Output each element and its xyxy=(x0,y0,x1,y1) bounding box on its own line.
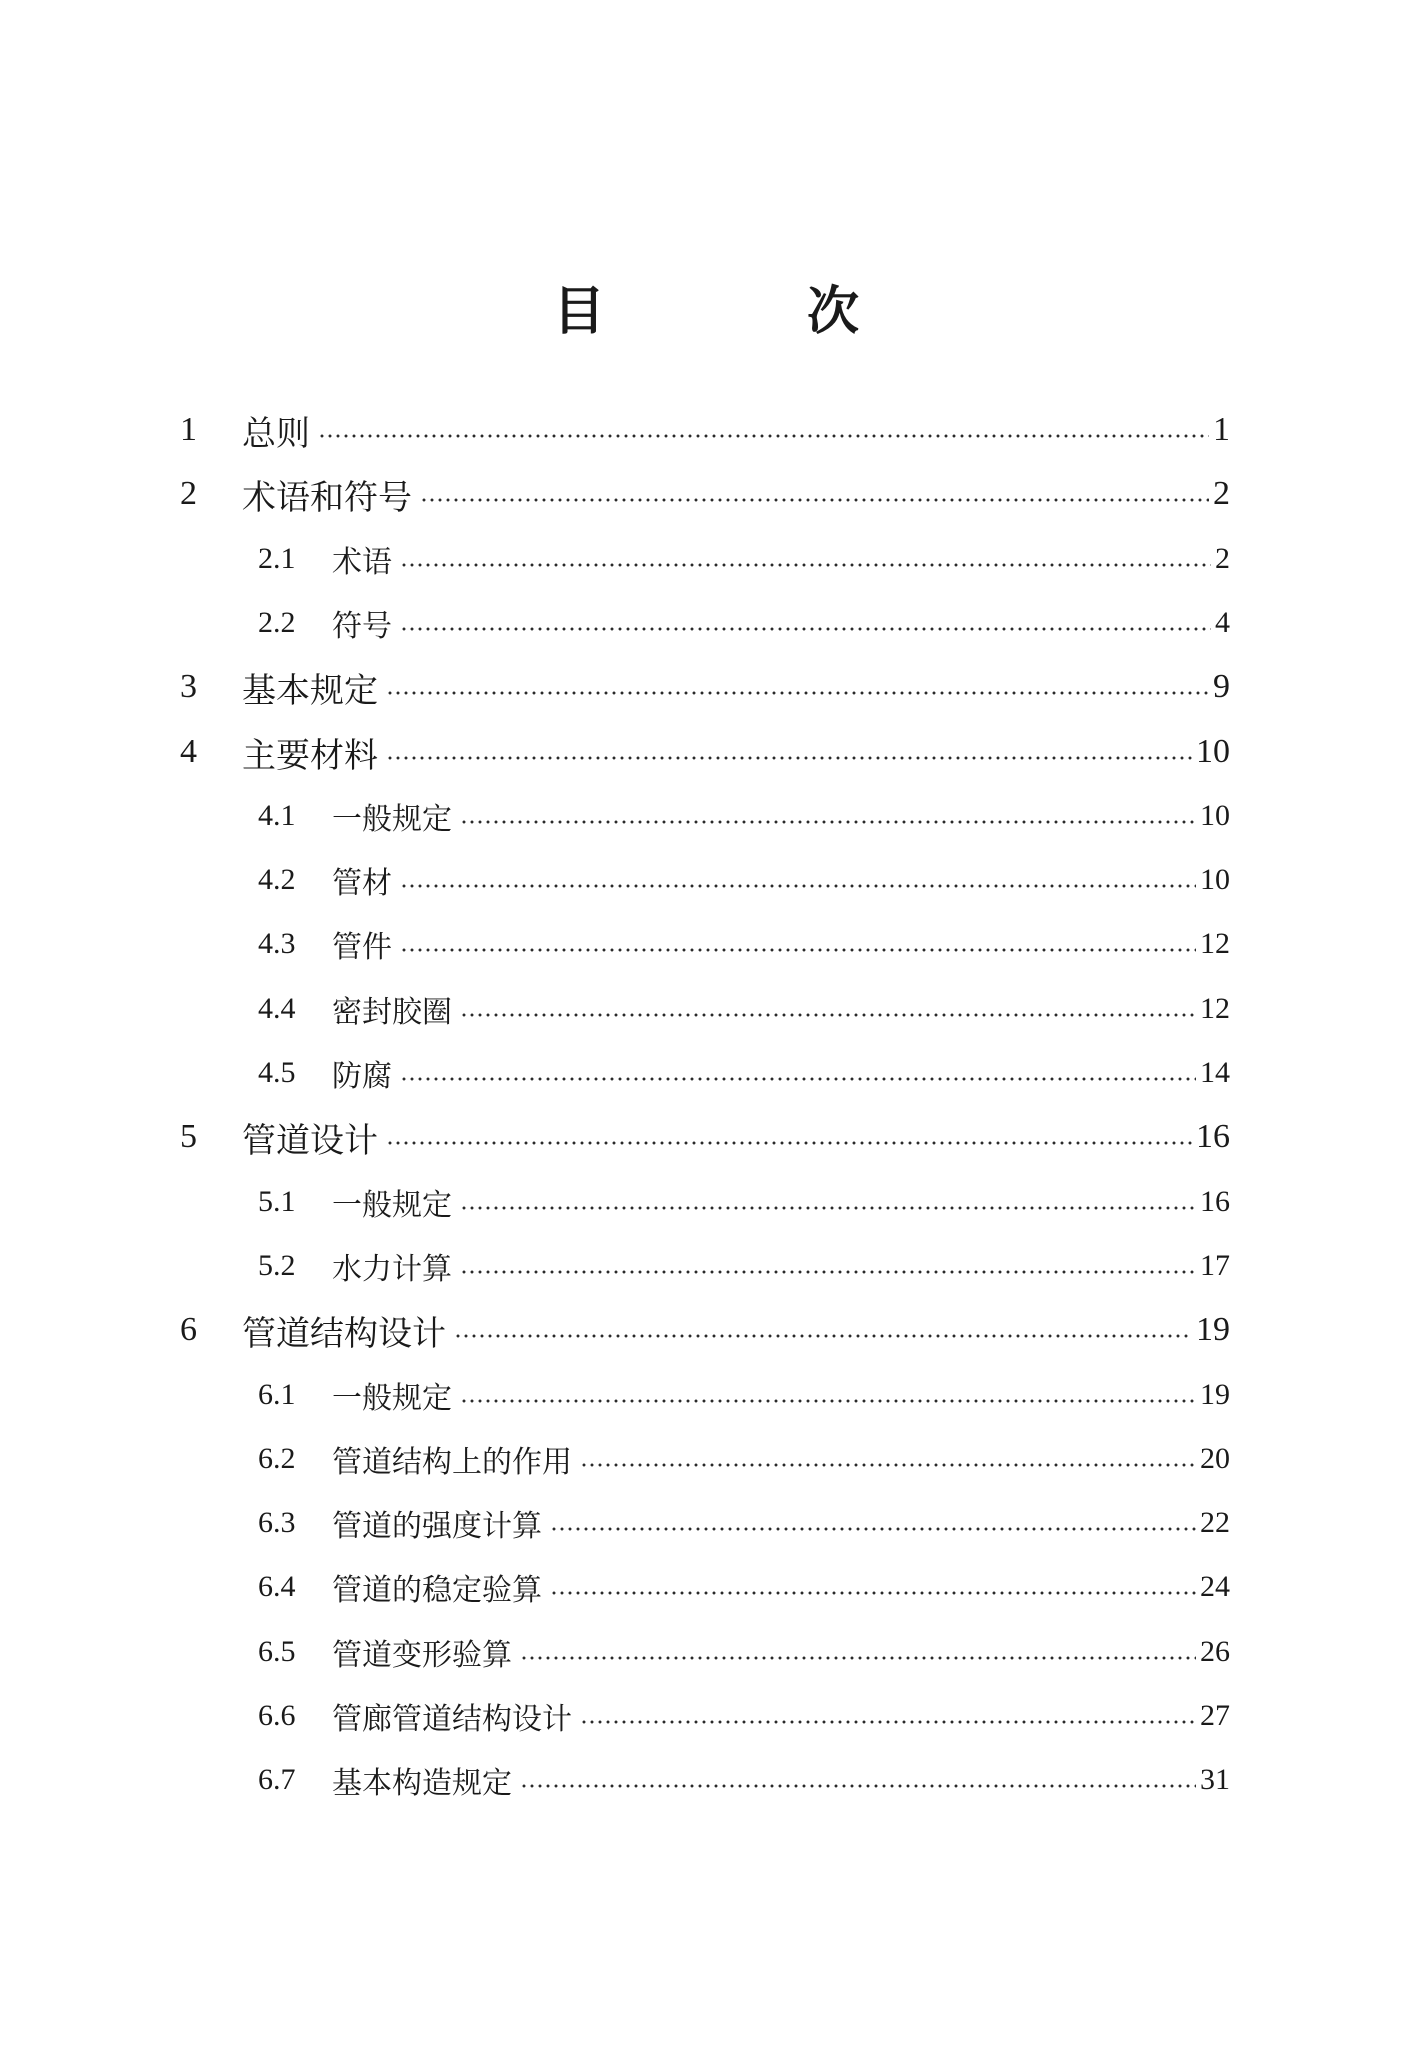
toc-entry[interactable] xyxy=(258,598,1230,648)
toc-entry-page-number: 9 xyxy=(1213,668,1230,705)
dot-leader xyxy=(460,1206,1196,1210)
toc-entry-label: 基本构造规定 xyxy=(332,1766,512,1801)
dot-leader xyxy=(386,756,1192,760)
toc-entry[interactable] xyxy=(258,1627,1230,1677)
dot-leader xyxy=(550,1591,1196,1595)
toc-entry[interactable] xyxy=(258,1498,1230,1548)
dot-leader xyxy=(386,691,1209,695)
toc-entry-page-number: 10 xyxy=(1196,733,1230,770)
toc-entry[interactable] xyxy=(258,1691,1230,1741)
dot-leader xyxy=(520,1784,1196,1788)
dot-leader xyxy=(460,1270,1196,1274)
toc-entry-page-number: 27 xyxy=(1200,1699,1230,1732)
toc-entry-label: 防腐 xyxy=(332,1059,392,1094)
toc-entry[interactable] xyxy=(258,984,1230,1034)
toc-entry[interactable] xyxy=(258,791,1230,841)
toc-entry-page-number: 16 xyxy=(1196,1118,1230,1155)
toc-entry-label: 基本规定 xyxy=(242,670,378,711)
toc-entry-number: 6.7 xyxy=(258,1763,296,1796)
toc-entry-label: 一般规定 xyxy=(332,802,452,837)
toc-entry-page-number: 20 xyxy=(1200,1442,1230,1475)
dot-leader xyxy=(400,563,1211,567)
dot-leader xyxy=(400,627,1211,631)
toc-entry-label: 管道结构上的作用 xyxy=(332,1445,572,1480)
toc-entry-number: 6 xyxy=(180,1311,197,1348)
toc-entry-number: 6.4 xyxy=(258,1570,296,1603)
toc-entry-page-number: 14 xyxy=(1200,1056,1230,1089)
toc-entry-label: 术语 xyxy=(332,545,392,580)
toc-entry-number: 4.1 xyxy=(258,799,296,832)
toc-entry-page-number: 2 xyxy=(1213,475,1230,512)
toc-entry[interactable] xyxy=(258,855,1230,905)
toc-entry[interactable] xyxy=(180,662,1230,712)
toc-entry-page-number: 10 xyxy=(1200,799,1230,832)
toc-entry-number: 6.5 xyxy=(258,1635,296,1668)
toc-entry[interactable] xyxy=(180,469,1230,519)
dot-leader xyxy=(460,1013,1196,1017)
toc-entry-label: 管廊管道结构设计 xyxy=(332,1702,572,1737)
toc-entry-number: 6.2 xyxy=(258,1442,296,1475)
dot-leader xyxy=(520,1656,1196,1660)
toc-entry-page-number: 31 xyxy=(1200,1763,1230,1796)
dot-leader xyxy=(420,498,1209,502)
toc-entry-label: 水力计算 xyxy=(332,1252,452,1287)
toc-entry[interactable] xyxy=(258,1562,1230,1612)
toc-entry[interactable] xyxy=(258,1755,1230,1805)
toc-entry-number: 5.1 xyxy=(258,1185,296,1218)
dot-leader xyxy=(460,820,1196,824)
toc-entry-number: 4 xyxy=(180,733,197,770)
toc-entry-page-number: 19 xyxy=(1196,1311,1230,1348)
toc-entry[interactable] xyxy=(258,1434,1230,1484)
dot-leader xyxy=(386,1141,1192,1145)
dot-leader xyxy=(400,884,1196,888)
page-title: 目 次 xyxy=(552,281,952,342)
toc-entry-number: 4.2 xyxy=(258,863,296,896)
toc-entry-label: 管材 xyxy=(332,866,392,901)
toc-entry-number: 1 xyxy=(180,411,197,448)
toc-entry-label: 总则 xyxy=(242,413,310,454)
toc-entry-number: 5.2 xyxy=(258,1249,296,1282)
toc-entry-label: 管道变形验算 xyxy=(332,1638,512,1673)
toc-entry[interactable] xyxy=(258,1048,1230,1098)
toc-entry-label: 密封胶圈 xyxy=(332,995,452,1030)
toc-entry-number: 2 xyxy=(180,475,197,512)
toc-entry-page-number: 1 xyxy=(1213,411,1230,448)
toc-entry-number: 2.2 xyxy=(258,606,296,639)
toc-entry[interactable] xyxy=(258,534,1230,584)
dot-leader xyxy=(318,434,1209,438)
toc-entry-page-number: 19 xyxy=(1200,1378,1230,1411)
toc-entry-number: 2.1 xyxy=(258,542,296,575)
toc-entry-label: 管道的强度计算 xyxy=(332,1509,542,1544)
toc-entry-page-number: 26 xyxy=(1200,1635,1230,1668)
toc-entry-number: 4.5 xyxy=(258,1056,296,1089)
toc-entry-label: 符号 xyxy=(332,609,392,644)
dot-leader xyxy=(550,1527,1196,1531)
toc-entry-page-number: 22 xyxy=(1200,1506,1230,1539)
toc-entry-page-number: 17 xyxy=(1200,1249,1230,1282)
toc-entry[interactable] xyxy=(180,727,1230,777)
toc-entry[interactable] xyxy=(180,1305,1230,1355)
dot-leader xyxy=(580,1720,1196,1724)
toc-entry-number: 4.4 xyxy=(258,992,296,1025)
dot-leader xyxy=(400,1077,1196,1081)
toc-entry-label: 管道设计 xyxy=(242,1120,378,1161)
toc-entry-number: 6.3 xyxy=(258,1506,296,1539)
toc-entry-number: 5 xyxy=(180,1118,197,1155)
dot-leader xyxy=(400,948,1196,952)
toc-entry-label: 术语和符号 xyxy=(242,477,412,518)
dot-leader xyxy=(580,1463,1196,1467)
toc-entry-label: 管道结构设计 xyxy=(242,1313,446,1354)
toc-entry[interactable] xyxy=(258,1241,1230,1291)
toc-entry-page-number: 12 xyxy=(1200,992,1230,1025)
toc-entry-page-number: 16 xyxy=(1200,1185,1230,1218)
toc-entry-page-number: 10 xyxy=(1200,863,1230,896)
toc-entry-page-number: 12 xyxy=(1200,927,1230,960)
toc-entry[interactable] xyxy=(258,919,1230,969)
toc-entry-label: 一般规定 xyxy=(332,1188,452,1223)
dot-leader xyxy=(460,1399,1196,1403)
toc-entry-label: 管道的稳定验算 xyxy=(332,1573,542,1608)
toc-entry-label: 管件 xyxy=(332,930,392,965)
toc-entry[interactable] xyxy=(258,1370,1230,1420)
toc-entry-page-number: 24 xyxy=(1200,1570,1230,1603)
toc-entry[interactable] xyxy=(180,405,1230,455)
toc-entry-label: 主要材料 xyxy=(242,735,378,776)
dot-leader xyxy=(454,1334,1192,1338)
toc-entry-page-number: 2 xyxy=(1215,542,1230,575)
toc-entry-number: 4.3 xyxy=(258,927,296,960)
toc-entry-label: 一般规定 xyxy=(332,1381,452,1416)
toc-entry-number: 6.6 xyxy=(258,1699,296,1732)
toc-entry[interactable] xyxy=(258,1177,1230,1227)
toc-entry-number: 3 xyxy=(180,668,197,705)
toc-entry-number: 6.1 xyxy=(258,1378,296,1411)
toc-entry[interactable] xyxy=(180,1112,1230,1162)
toc-entry-page-number: 4 xyxy=(1215,606,1230,639)
